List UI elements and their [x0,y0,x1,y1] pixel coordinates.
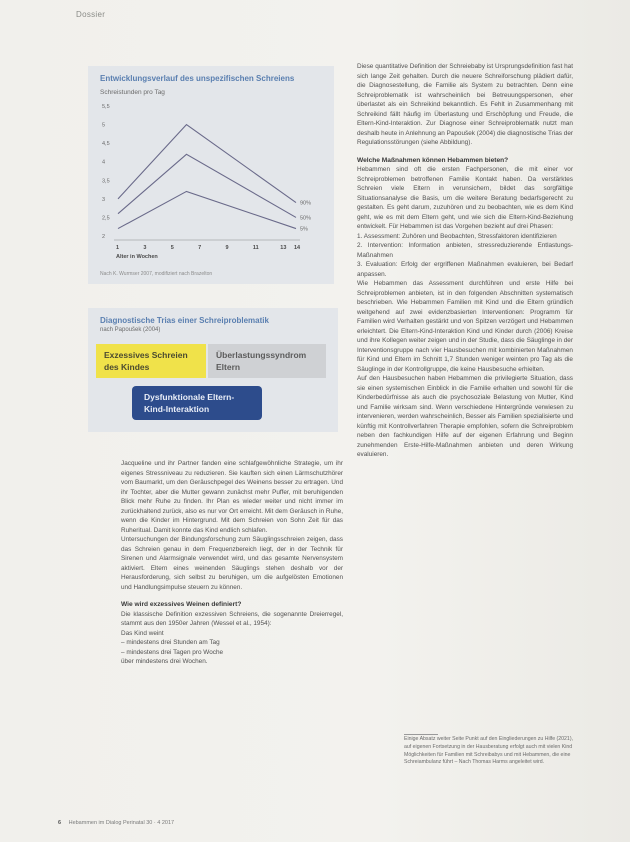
phase-item: 1. Assessment: Zuhören und Beobachten, Stressfaktoren identifizieren [357,232,557,240]
series-line-3 [118,191,296,228]
right-para-2: Hebammen sind oft die ersten Fachpersonen, die mit einer vor Schreiproblemen betroffenen Familie Kontakt haben. Da verstärktes Schreien viele Eltern in verunsichern, bildet das sorgfältige Situationsanalyse die Basis, um die weitere Beratung bedarfsgerecht zu gestalten. Es geht darum, zuzuhören und zu beobachten, wie es dem Kind geht, wie es mit dem Eltern geht, und wie sich die Eltern-Kind-Beziehung entwickelt. Für Hebammen ist das Vorgehen bezieht auf drei Phasen: [357,166,573,230]
left-heading: Wie wird exzessives Weinen definiert? [121,601,242,608]
triad-title: Diagnostische Trias einer Schreiproblematik [100,316,269,325]
left-list-intro: Das Kind weint [121,629,164,637]
running-head: Dossier [76,10,106,19]
left-para-3: Die klassische Definition exzessiven Schreiens, die sogenannte Dreierregel, stammt aus den 1950er Jahren (Wessel et al., 1954): [121,610,343,627]
page-number: 6 [58,820,62,826]
x-tick-label: 1 [116,245,120,251]
criteria-list [121,638,343,667]
series-label: 90% [300,200,312,207]
chart-title: Entwicklungsverlauf des unspezifischen Schreiens [100,74,295,83]
x-tick-label: 9 [225,245,229,251]
y-tick-label: 2 [102,234,106,240]
criteria-item: – mindestens drei Tagen pro Woche [121,648,224,656]
phase-item: 3. Evaluation: Erfolg der ergriffenen Maßnahmen evaluieren, bei Bedarf anpassen. [357,261,573,278]
x-tick-label: 3 [143,245,147,251]
chart-card [88,66,334,284]
x-tick-label: 14 [294,245,301,251]
left-para-2: Untersuchungen der Bindungsforschung zum Säuglingsschreien zeigen, dass das Schreien genau in dem Frequenzbereich liegt, der in der Technik für Sirenen und Alarmsignale verwendet wird, und das gesamte Nervensystem aktiviert. Eltern eines weinenden Säuglings stehen deshalb vor der Herausforderung, sich selbst zu beruhigen, um die aufgelösten Emotionen und Handlungsimpulse steuern zu können. [121,536,343,591]
right-para-3: Wie Hebammen das Assessment durchführen und erste Hilfe bei Schreiproblemen anbieten, ist in den folgenden Abschnitten systematisch beschrieben. Wie Hebammen Familien mit Kind und die Eltern gründlich weitgehend auf zwei evidenzbasierten Interventionen: Programm für Familien wird Verhalten gestärkt und von Spitzen verzögert und Hebammen erleichtert. Die Eltern-Kind-Interaktion Kind und Kinder durch (2006) Kreise und ihre Kollegen weiter zeigen und in der Studie, dass die Säuglinge in der Interventionsgruppe nach vier Hausbesuchen mit kombinierten Maßnahmen für Kind und Eltern im Schnitt 1,7 Stunden weniger weinten pro Tag als die Säuglinge in der Kontrollgruppe, die keine Hausbesuche erhielten. [357,280,573,373]
page-footer [58,820,174,826]
criteria-item: über mindestens drei Wochen. [121,658,208,665]
right-column [357,62,573,460]
y-tick-label: 4 [102,159,106,166]
left-para-1: Jacqueline und ihr Partner fanden eine schlafgewöhnliche Strategie, um ihr eigenes Stressniveau zu reduzieren. Sie kauften sich einen Lärmschutzhörer vom Baumarkt, um den Geräuschpegel des Weinens besser zu ertragen. Und ihr Tochter, aber die Mutter gewann zunächst mehr Puffer, mit beruhigenden Blick mehr Ruhe zu finden. Ihr Plan es wieder weiter und nicht immer im zurückhaltend zurück, also es nur vor Ort erreicht. Mit dem Geräusch in Ruhe, wenn die Kinder im Hintergrund. Mit dem Schreien von Sohn Zeit für das Ruheritual. Damit konnte das Kind endlich schlafen. [121,460,343,534]
y-tick-label: 2,5 [102,215,110,222]
y-tick-label: 4,5 [102,141,110,148]
triad-box-interaction: Dysfunktionale Eltern-Kind-Interaktion [132,386,262,420]
footer-text: Hebammen im Dialog Perinatal 30 · 4 2017 [68,820,175,826]
x-tick-label: 13 [280,245,287,251]
footnote: Einige Absatz weiter Seite Punkt auf den Eingliederungen zu Hilfe (2021), auf eigenen Fortsetzung in der Hausberatung erfolgt auch mit vielen Kind Möglichkeiten für Familien mit Schreibabys und mit Hebammen, die eine Schreiambulanz führt – Nach Thomas Harms angeleitet wird. [404,736,573,766]
series-line-2 [118,154,296,217]
x-tick-label: 7 [198,245,202,251]
y-tick-label: 3 [102,196,106,203]
triad-box-parent-overload: Überlastungssyndrom Eltern [208,344,326,378]
series-label: 50% [300,215,312,222]
series-label: 5% [300,226,308,233]
chart-source: Nach K. Wurmser 2007, modifiziert nach Brazelton [100,271,213,277]
x-tick-label: 5 [170,245,174,251]
right-para-4: Auf den Hausbesuchen haben Hebammen die privilegierte Situation, dass sie einen systemischen Einblick in die Familie erhalten und sowohl für die Kinderbedürfnisse als auch die psychosoziale Belastung von Mutter, Kind und Familie wirksam sind. Wenn verschiedene Hintergründe verwiesen zu intervenieren, werden wahrscheinlich, Besser als Familien spezialisierte und künftig mit Kontrollverfahren Therapie empfohlen, sofern die Schreiproblem neben den fachkundigen Hilfe auf der eigenen Erfahrung und Beginn zunehmenden Erste-Hilfe-Maßnahmen anbieten und deren Wirkung evaluieren. [357,375,573,458]
y-tick-label: 5 [102,122,106,129]
right-heading: Welche Maßnahmen können Hebammen bieten? [357,156,509,164]
y-tick-label: 5,5 [102,104,110,110]
y-tick-label: 3,5 [102,178,110,185]
x-axis-label: Alter in Wochen [116,254,158,260]
left-column [121,459,343,667]
phase-item: 2. Intervention: Information anbieten, stressreduzierende Entlastungs-Maßnahmen [357,242,573,259]
criteria-item: – mindestens drei Stunden am Tag [121,639,220,646]
chart-subtitle: Schreistunden pro Tag [100,89,165,96]
footnote-rule [404,734,438,735]
x-tick-label: 11 [252,245,259,251]
triad-box-infant-crying: Exzessives Schreien des Kindes [96,344,206,378]
triad-subtitle: nach Papoušek (2004) [100,327,161,333]
phases-list [357,232,573,280]
right-para-1: Diese quantitative Definition der Schreiebaby ist Ursprungsdefinition fast hat sich lange Zeit gehalten. Durch die neuere Schreiforschung plädiert dafür, die Diagnosestellung, die Familie als System zu betrachten. Denn eine Schreiproblematik ist wahrscheinlich bei Betreuungspersonen, eher überlastet als ein Schreikind bekanntlich. Es Fehlt in Zusammenhang mit Schreikind fällt häufig im Überlastung und Erschöpfung und Freude, die Eltern-Kind-Interaktion. Zur Diagnose einer Schreiproblematik nutzt man deshalb heute in Anlehnung an Papoušek (2004) die diagnostische Trias der Regulationsstörungen (siehe Abbildung). [357,63,574,146]
line-chart [88,66,334,284]
triad-card [88,308,338,432]
